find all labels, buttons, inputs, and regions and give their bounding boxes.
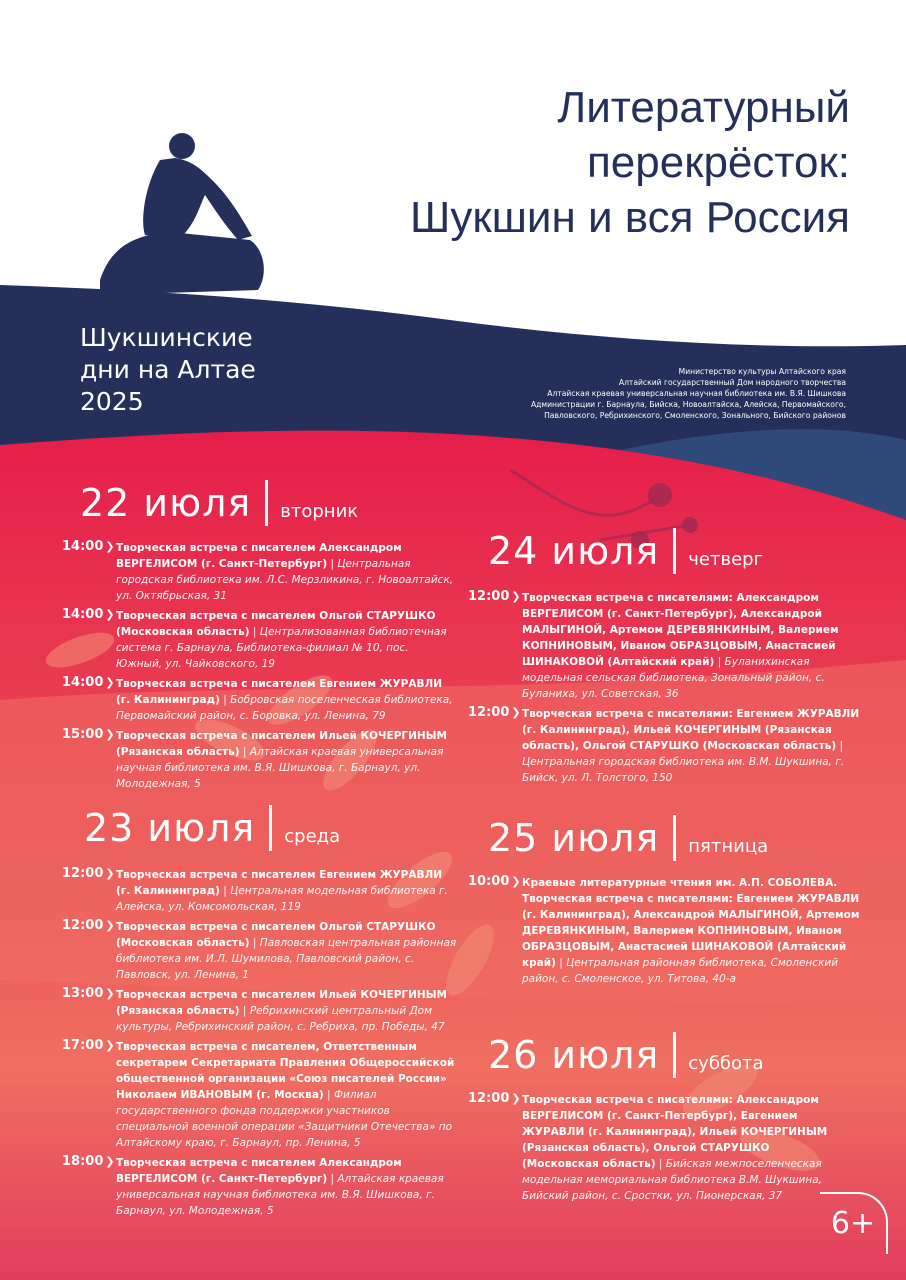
event-time: 12:00 ❯ [468, 705, 521, 721]
event-time: 18:00 ❯ [62, 1154, 115, 1170]
organizer-line: Павловского, Ребрихинского, Смоленского, Зонального, Бийского районов [544, 411, 846, 420]
event-item [62, 676, 457, 724]
event-time: 12:00 ❯ [62, 918, 115, 934]
event-place: | Бийская межпоселенческая модельная мемориальная библиотека В.М. Шукшина, Бийский район, с. Сростки, ул. Пионерская, 37 [522, 1158, 822, 1202]
event-time: 15:00 ❯ [62, 727, 115, 743]
day-header [488, 815, 868, 861]
day-weekday: пятница [688, 835, 769, 857]
event-place: | Филиал государственного фонда поддержки участников специальной военной операции «Защитники Отечества» по Алтайскому краю, г. Барнаул, пр. Ленина, 5 [116, 1089, 452, 1149]
day-weekday: четверг [688, 548, 764, 570]
event-title: Творческая встреча с писателем Александром ВЕРГЕЛИСОМ (г. Санкт-Петербург) [116, 542, 402, 570]
day-block-23 [62, 805, 457, 1223]
day-header [84, 805, 457, 851]
event-time: 14:00 ❯ [62, 607, 115, 623]
poster-title [410, 80, 850, 245]
divider [269, 805, 272, 851]
event-title: Творческая встреча с писателем Ильей КОЧЕРГИНЫМ (Рязанская область) [116, 730, 448, 758]
organizers [531, 366, 846, 421]
event-title: Творческая встреча с писателями: Александром ВЕРГЕЛИСОМ (г. Санкт-Петербург), Александрой МАЛЫГИНОЙ, Артемом ДЕРЕВЯНКИНЫМ, Валерием КОПНИНОВЫМ, Иваном ОБРАЗЦОВЫМ, Анастасией ШИНАКОВОЙ (Алтайский край) [522, 592, 839, 668]
event-item [468, 875, 868, 987]
event-title: Творческая встреча с писателями: Евгением ЖУРАВЛИ (г. Калининград), Ильей КОЧЕРГИНЫМ (Рязанская область), Ольгой СТАРУШКО (Московская область) [522, 708, 860, 752]
event-title: Творческая встреча с писателями: Александром ВЕРГЕЛИСОМ (г. Санкт-Петербург), Евгением ЖУРАВЛИ (г. Калининград), Ильей КОЧЕРГИНЫМ (Рязанская область), Ольгой СТАРУШКО (Московская область) [522, 1094, 828, 1170]
event-item [62, 608, 457, 672]
event-item [62, 919, 457, 983]
event-place: | Буланихинская модельная сельская библиотека, Зональный район, с. Буланиха, ул. Советская, 36 [522, 656, 825, 700]
day-block-24 [468, 528, 868, 790]
event-place: | Бобровская поселенческая библиотека, Первомайский район, с. Боровка, ул. Ленина, 79 [116, 694, 453, 722]
event-place: | Центральная районная библиотека, Смоленский район, с. Смоленское, ул. Титова, 40-а [522, 957, 838, 985]
title-line-1: Литературный [557, 83, 850, 132]
event-time: 10:00 ❯ [468, 874, 521, 890]
divider [673, 815, 676, 861]
event-place: | Алтайская краевая универсальная научная библиотека им. В.Я. Шишкова, г. Барнаул, ул. Молодежная, 5 [116, 746, 443, 790]
event-title: Творческая встреча с писателем Ольгой СТАРУШКО (Московская область) [116, 610, 436, 638]
event-place: | Центральная городская библиотека им. В.М. Шукшина, г. Бийск, ул. Л. Толстого, 150 [522, 740, 844, 784]
event-time: 17:00 ❯ [62, 1038, 115, 1054]
day-date: 25 июля [488, 816, 660, 860]
day-date: 23 июля [84, 806, 256, 850]
event-place: | Централизованная библиотечная система г. Барнаула, Библиотека-филиал № 10, пос. Южный, ул. Чайковского, 19 [116, 626, 447, 670]
day-header [488, 528, 868, 574]
event-item [62, 540, 457, 604]
divider [265, 480, 268, 526]
event-time: 12:00 ❯ [468, 1091, 521, 1107]
day-block-25 [468, 815, 868, 991]
event-place: | Ребрихинский центральный Дом культуры, Ребрихинский район, с. Ребриха, пр. Победы, 47 [116, 1005, 445, 1033]
event-title: Творческая встреча с писателем Евгением ЖУРАВЛИ (г. Калининград) [116, 869, 442, 897]
event-time: 14:00 ❯ [62, 675, 115, 691]
day-block-22 [62, 480, 457, 796]
day-date: 24 июля [488, 529, 660, 573]
event-item [468, 706, 868, 786]
day-header [80, 480, 457, 526]
event-place: | Алтайская краевая универсальная научная библиотека им. В.Я. Шишкова, г. Барнаул, ул. Молодежная, 5 [116, 1173, 444, 1217]
day-block-26 [468, 1032, 848, 1208]
event-title: Творческая встреча с писателем Евгением ЖУРАВЛИ (г. Калининград) [116, 678, 442, 706]
day-weekday: вторник [280, 500, 359, 522]
event-item [62, 867, 457, 915]
organizer-line: Министерство культуры Алтайского края [678, 367, 846, 376]
event-title: Творческая встреча с писателем Ильей КОЧЕРГИНЫМ (Рязанская область) [116, 989, 448, 1017]
event-title: Творческая встреча с писателем Ольгой СТАРУШКО (Московская область) [116, 921, 436, 949]
age-rating-badge: 6+ [820, 1192, 888, 1254]
event-place: | Центральная модельная библиотека г. Алейска, ул. Комсомольская, 119 [116, 885, 448, 913]
event-item [468, 1092, 848, 1204]
divider [673, 1032, 676, 1078]
festival-line-2: дни на Алтае [80, 355, 256, 384]
event-title: Краевые литературные чтения им. А.П. СОБОЛЕВА. Творческая встреча с писателями: Евгением ЖУРАВЛИ (г. Калининград), Александрой МАЛЫГИНОЙ, Артемом ДЕРЕВЯНКИНЫМ, Валерием КОПНИНОВЫМ, Иваном ОБРАЗЦОВЫМ, Анастасией ШИНАКОВОЙ (Алтайский край) [522, 877, 860, 969]
event-item [468, 590, 868, 702]
event-item [62, 728, 457, 792]
event-time: 14:00 ❯ [62, 539, 115, 555]
event-place: | Павловская центральная районная библиотека им. И.Л. Шумилова, Павловский район, с. Павловск, ул. Ленина, 1 [116, 937, 456, 981]
event-time: 13:00 ❯ [62, 986, 115, 1002]
event-title: Творческая встреча с писателем, Ответственным секретарем Секретариата Правления Общероссийской общественной организации «Союз писателей России» Николаем ИВАНОВЫМ (г. Москва) [116, 1041, 455, 1101]
event-item [62, 1155, 457, 1219]
day-date: 22 июля [80, 481, 252, 525]
event-title: Творческая встреча с писателем Александром ВЕРГЕЛИСОМ (г. Санкт-Петербург) [116, 1157, 402, 1185]
event-item [62, 987, 457, 1035]
day-weekday: среда [284, 825, 341, 847]
organizer-line: Алтайский государственный Дом народного творчества [618, 378, 846, 387]
event-time: 12:00 ❯ [468, 589, 521, 605]
festival-name [80, 322, 256, 418]
festival-line-3: 2025 [80, 387, 144, 416]
festival-line-1: Шукшинские [80, 323, 253, 352]
day-weekday: суббота [688, 1052, 764, 1074]
day-date: 26 июля [488, 1033, 660, 1077]
event-item [62, 1039, 457, 1151]
divider [673, 528, 676, 574]
title-line-3: Шукшин и вся Россия [410, 193, 850, 242]
organizer-line: Алтайская краевая универсальная научная библиотека им. В.Я. Шишкова [547, 389, 846, 398]
day-header [488, 1032, 848, 1078]
title-line-2: перекрёсток: [586, 138, 850, 187]
event-time: 12:00 ❯ [62, 866, 115, 882]
event-place: | Центральная городская библиотека им. Л.С. Мерзликина, г. Новоалтайск, ул. Октябрьская, 31 [116, 558, 453, 602]
organizer-line: Администрации г. Барнаула, Бийска, Новоалтайска, Алейска, Первомайского, [530, 400, 846, 409]
